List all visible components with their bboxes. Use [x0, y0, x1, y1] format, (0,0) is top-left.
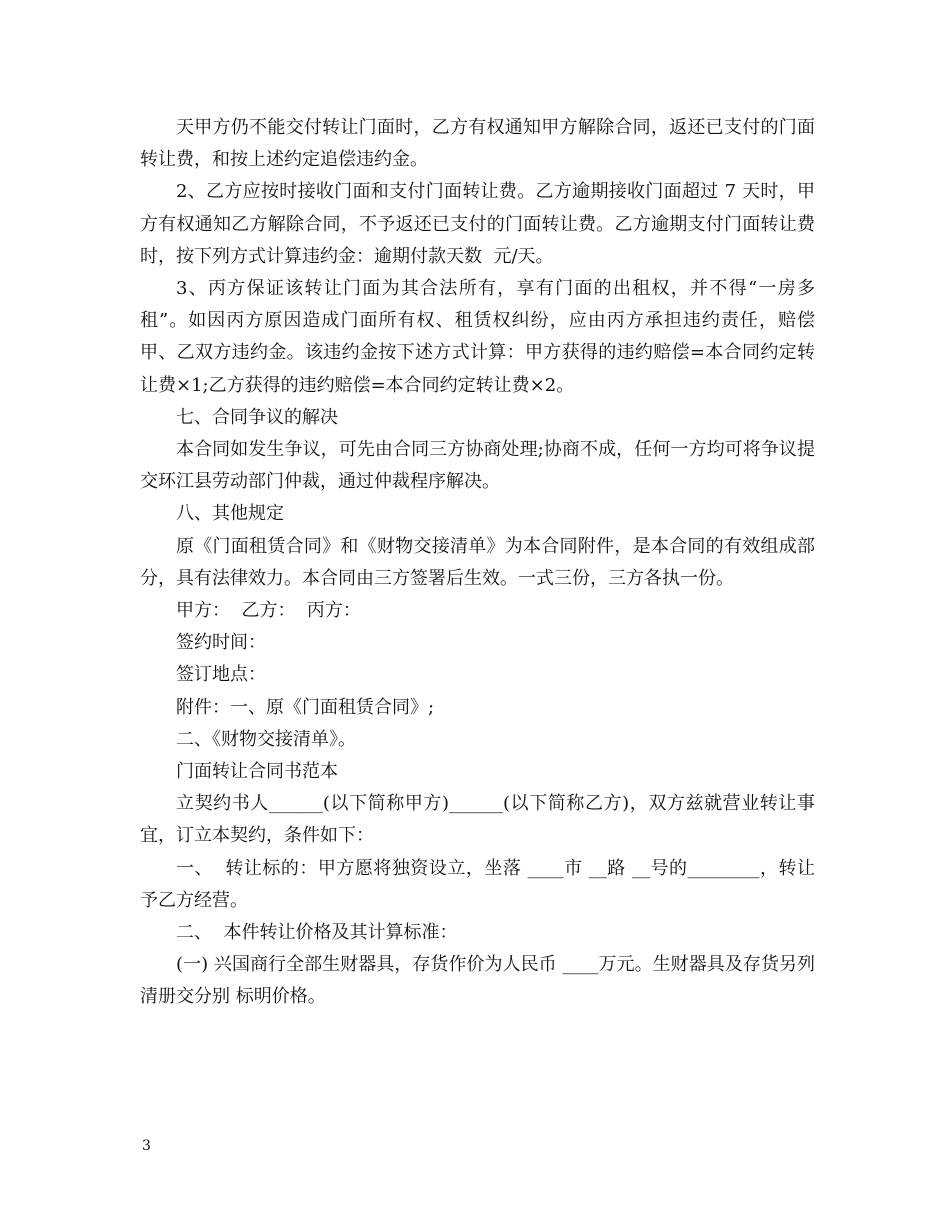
- paragraph: 2、乙方应按时接收门面和支付门面转让费。乙方逾期接收门面超过 7 天时，甲方有权通知乙方解除合同，不予返还已支付的门面转让费。乙方逾期支付门面转让费时，按下列方式计算违约金：逾期付款天数 元/天。: [140, 181, 815, 267]
- section-heading: 七、合同争议的解决: [176, 406, 338, 428]
- paragraph: 原《门面租赁合同》和《财物交接清单》为本合同附件，是本合同的有效组成部分，具有法律效力。本合同由三方签署后生效。一式三份，三方各执一份。: [140, 535, 815, 589]
- attachment-line: 附件：一、原《门面租赁合同》;: [176, 696, 435, 718]
- attachment-line: 二、《财物交接清单》。: [176, 728, 356, 750]
- paragraph: 天甲方仍不能交付转让门面时，乙方有权通知甲方解除合同，返还已支付的门面转让费，和按上述约定追偿违约金。: [140, 117, 815, 171]
- page-number: 3: [142, 1138, 151, 1154]
- signing-date: 签约时间：: [176, 632, 266, 654]
- paragraph: 本合同如发生争议，可先由合同三方协商处理;协商不成，任何一方均可将争议提交环江县劳动部门仲裁，通过仲裁程序解决。: [140, 439, 815, 493]
- signature-parties: 甲方： 乙方： 丙方：: [176, 600, 361, 622]
- section-heading: 八、其他规定: [176, 503, 284, 525]
- paragraph: 3、丙方保证该转让门面为其合法所有，享有门面的出租权，并不得“一房多租”。如因丙方原因造成门面所有权、租赁权纠纷，应由丙方承担违约责任，赔偿甲、乙双方违约金。该违约金按下述方式计算：甲方获得的违约赔偿=本合同约定转让费×1;乙方获得的违约赔偿=本合同约定转让费×2。: [140, 278, 815, 396]
- paragraph: 一、 转让标的：甲方愿将独资设立，坐落 ____市 __路 __号的________，转让予乙方经营。: [140, 857, 815, 911]
- paragraph: 二、 本件转让价格及其计算标准：: [176, 922, 458, 944]
- paragraph: 立契约书人______(以下简称甲方)______(以下简称乙方)，双方兹就营业转让事宜，订立本契约，条件如下：: [140, 793, 815, 847]
- paragraph: (一) 兴国商行全部生财器具，存货作价为人民币 ____万元。生财器具及存货另列清册交分别 标明价格。: [140, 954, 815, 1008]
- signing-place: 签订地点：: [176, 664, 266, 686]
- document-body: [140, 112, 815, 1014]
- document-subtitle: 门面转让合同书范本: [176, 761, 338, 783]
